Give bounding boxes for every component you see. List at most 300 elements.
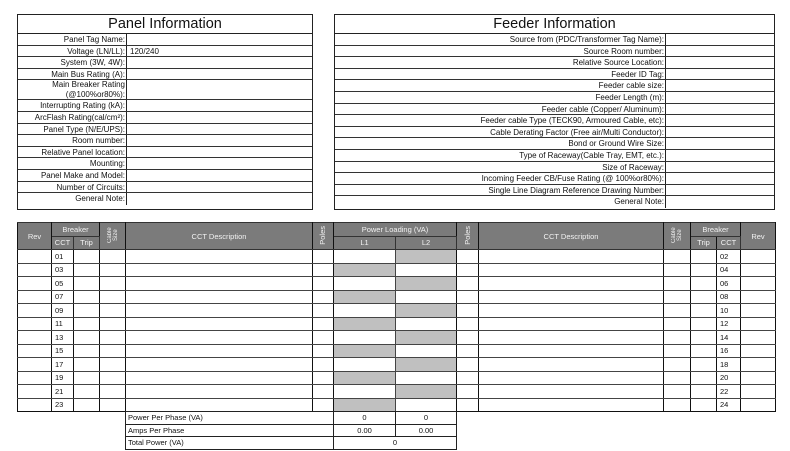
cct-left-cell: 23 bbox=[52, 398, 74, 412]
feeder-field-row bbox=[335, 173, 774, 185]
circuit-row bbox=[18, 263, 776, 277]
trip-right-cell[interactable] bbox=[691, 358, 717, 372]
cct-description-left-cell[interactable] bbox=[126, 398, 313, 412]
panel-field-label: Relative Panel location: bbox=[18, 147, 127, 158]
poles-right-cell[interactable] bbox=[457, 263, 479, 277]
rev-right-cell[interactable] bbox=[741, 331, 776, 345]
l2-load-cell[interactable] bbox=[396, 250, 457, 264]
circuit-schedule-table bbox=[17, 222, 776, 412]
rev-right-cell[interactable] bbox=[741, 277, 776, 291]
trip-left-cell[interactable] bbox=[74, 358, 100, 372]
cct-description-right-cell[interactable] bbox=[479, 277, 664, 291]
l1-load-cell[interactable] bbox=[334, 290, 396, 304]
cable-size-right-cell[interactable] bbox=[664, 304, 691, 318]
feeder-field-label: Incoming Feeder CB/Fuse Rating (@ 100%or80%): bbox=[335, 173, 666, 184]
rev-left-cell[interactable] bbox=[18, 371, 52, 385]
panel-field-value[interactable] bbox=[127, 124, 312, 135]
cable-size-left-cell[interactable] bbox=[100, 263, 126, 277]
header-cable-size-right: Cable Size bbox=[664, 223, 691, 250]
l1-load-cell[interactable] bbox=[334, 317, 396, 331]
panel-field-value[interactable]: 120/240 bbox=[130, 46, 159, 56]
panel-field-value[interactable] bbox=[127, 100, 312, 111]
feeder-field-label: Size of Raceway: bbox=[335, 162, 666, 173]
cable-size-left-cell[interactable] bbox=[100, 358, 126, 372]
feeder-field-row bbox=[335, 115, 774, 127]
cable-size-left-cell[interactable] bbox=[100, 385, 126, 399]
poles-right-cell[interactable] bbox=[457, 371, 479, 385]
l1-load-cell[interactable] bbox=[334, 344, 396, 358]
poles-left-cell[interactable] bbox=[313, 250, 334, 264]
header-breaker-left: Breaker bbox=[52, 223, 100, 237]
l2-load-cell[interactable] bbox=[396, 331, 457, 345]
rev-right-cell[interactable] bbox=[741, 398, 776, 412]
cct-description-left-cell[interactable] bbox=[126, 250, 313, 264]
circuit-row bbox=[18, 331, 776, 345]
panel-field-value[interactable] bbox=[127, 147, 312, 158]
panel-field-value[interactable] bbox=[127, 193, 312, 205]
cable-size-left-cell[interactable] bbox=[100, 290, 126, 304]
l2-load-cell[interactable] bbox=[396, 385, 457, 399]
panel-field-row bbox=[18, 57, 312, 69]
l1-load-cell[interactable] bbox=[334, 250, 396, 264]
cct-description-left-cell[interactable] bbox=[126, 385, 313, 399]
rev-left-cell[interactable] bbox=[18, 304, 52, 318]
rev-left-cell[interactable] bbox=[18, 398, 52, 412]
rev-right-cell[interactable] bbox=[741, 250, 776, 264]
rev-left-cell[interactable] bbox=[18, 277, 52, 291]
l1-load-cell[interactable] bbox=[334, 277, 396, 291]
poles-left-cell[interactable] bbox=[313, 277, 334, 291]
feeder-information-title: Feeder Information bbox=[335, 15, 774, 34]
rev-right-cell[interactable] bbox=[741, 385, 776, 399]
cct-right-cell: 20 bbox=[717, 371, 741, 385]
poles-left-cell[interactable] bbox=[313, 331, 334, 345]
trip-right-cell[interactable] bbox=[691, 250, 717, 264]
circuit-row bbox=[18, 358, 776, 372]
power-per-phase-l2: 0 bbox=[396, 412, 457, 425]
panel-field-row bbox=[18, 182, 312, 194]
cct-description-right-cell[interactable] bbox=[479, 371, 664, 385]
cct-left-cell: 13 bbox=[52, 331, 74, 345]
cable-size-right-cell[interactable] bbox=[664, 331, 691, 345]
feeder-field-row bbox=[335, 34, 774, 46]
poles-right-cell[interactable] bbox=[457, 358, 479, 372]
trip-right-cell[interactable] bbox=[691, 304, 717, 318]
cct-description-right-cell[interactable] bbox=[479, 398, 664, 412]
panel-field-value[interactable] bbox=[127, 182, 312, 193]
poles-left-cell[interactable] bbox=[313, 290, 334, 304]
panel-field-label: ArcFlash Rating(cal/cm²): bbox=[18, 112, 127, 123]
cct-description-right-cell[interactable] bbox=[479, 385, 664, 399]
trip-right-cell[interactable] bbox=[691, 317, 717, 331]
trip-left-cell[interactable] bbox=[74, 385, 100, 399]
cct-description-right-cell[interactable] bbox=[479, 317, 664, 331]
rev-right-cell[interactable] bbox=[741, 317, 776, 331]
feeder-field-row bbox=[335, 92, 774, 104]
l2-load-cell[interactable] bbox=[396, 358, 457, 372]
feeder-field-label: Feeder Length (m): bbox=[335, 92, 666, 103]
cct-description-left-cell[interactable] bbox=[126, 358, 313, 372]
rev-left-cell[interactable] bbox=[18, 331, 52, 345]
trip-right-cell[interactable] bbox=[691, 263, 717, 277]
panel-field-label bbox=[18, 80, 127, 99]
feeder-field-row bbox=[335, 196, 774, 208]
poles-right-cell[interactable] bbox=[457, 344, 479, 358]
header-poles-left: Poles bbox=[313, 223, 334, 250]
cable-size-right-cell[interactable] bbox=[664, 277, 691, 291]
header-breaker-right: Breaker bbox=[691, 223, 741, 237]
poles-left-cell[interactable] bbox=[313, 344, 334, 358]
cct-left-cell: 07 bbox=[52, 290, 74, 304]
cct-right-cell: 18 bbox=[717, 358, 741, 372]
panel-field-row bbox=[18, 135, 312, 147]
cct-description-left-cell[interactable] bbox=[126, 331, 313, 345]
panel-field-row bbox=[18, 80, 312, 100]
feeder-field-value[interactable] bbox=[666, 92, 774, 103]
poles-left-cell[interactable] bbox=[313, 371, 334, 385]
cable-size-left-cell[interactable] bbox=[100, 304, 126, 318]
rev-left-cell[interactable] bbox=[18, 385, 52, 399]
cct-description-right-cell[interactable] bbox=[479, 250, 664, 264]
cable-size-left-cell[interactable] bbox=[100, 344, 126, 358]
cct-left-cell: 03 bbox=[52, 263, 74, 277]
feeder-field-row bbox=[335, 150, 774, 162]
cct-left-cell: 09 bbox=[52, 304, 74, 318]
cct-description-left-cell[interactable] bbox=[126, 263, 313, 277]
header-poles-right: Poles bbox=[457, 223, 479, 250]
cct-left-cell: 05 bbox=[52, 277, 74, 291]
cct-right-cell: 08 bbox=[717, 290, 741, 304]
amps-per-phase-label: Amps Per Phase bbox=[126, 424, 334, 437]
feeder-field-value[interactable] bbox=[666, 57, 774, 68]
cct-description-right-cell[interactable] bbox=[479, 331, 664, 345]
trip-right-cell[interactable] bbox=[691, 385, 717, 399]
rev-right-cell[interactable] bbox=[741, 371, 776, 385]
feeder-field-row bbox=[335, 69, 774, 81]
header-cable-size-left: Cable Size bbox=[100, 223, 126, 250]
cable-size-right-cell[interactable] bbox=[664, 344, 691, 358]
trip-right-cell[interactable] bbox=[691, 398, 717, 412]
rev-right-cell[interactable] bbox=[741, 304, 776, 318]
trip-right-cell[interactable] bbox=[691, 371, 717, 385]
l1-load-cell[interactable] bbox=[334, 385, 396, 399]
panel-field-value[interactable] bbox=[127, 112, 312, 123]
feeder-field-row bbox=[335, 138, 774, 150]
feeder-field-label: Feeder cable size: bbox=[335, 80, 666, 91]
panel-field-row bbox=[18, 158, 312, 170]
amps-per-phase-l2: 0.00 bbox=[396, 424, 457, 437]
panel-field-row bbox=[18, 193, 312, 205]
feeder-field-value[interactable] bbox=[666, 46, 774, 57]
circuit-row bbox=[18, 398, 776, 412]
feeder-field-value[interactable] bbox=[666, 162, 774, 173]
amps-per-phase-l1: 0.00 bbox=[334, 424, 396, 437]
l2-load-cell[interactable] bbox=[396, 371, 457, 385]
trip-left-cell[interactable] bbox=[74, 290, 100, 304]
poles-right-cell[interactable] bbox=[457, 385, 479, 399]
cct-left-cell: 11 bbox=[52, 317, 74, 331]
panel-field-value[interactable] bbox=[127, 158, 312, 169]
feeder-field-label: Single Line Diagram Reference Drawing Number: bbox=[335, 185, 666, 196]
feeder-field-label: General Note: bbox=[335, 196, 666, 208]
feeder-field-row bbox=[335, 127, 774, 139]
feeder-field-row bbox=[335, 80, 774, 92]
panel-field-label: Panel Make and Model: bbox=[18, 170, 127, 181]
cct-right-cell: 24 bbox=[717, 398, 741, 412]
poles-right-cell[interactable] bbox=[457, 317, 479, 331]
panel-field-row bbox=[18, 170, 312, 182]
cct-description-left-cell[interactable] bbox=[126, 277, 313, 291]
cable-size-left-cell[interactable] bbox=[100, 398, 126, 412]
cct-right-cell: 04 bbox=[717, 263, 741, 277]
header-cct-description-left: CCT Description bbox=[126, 223, 313, 250]
poles-left-cell[interactable] bbox=[313, 358, 334, 372]
feeder-field-value[interactable] bbox=[666, 127, 774, 138]
feeder-field-label: Source Room number: bbox=[335, 46, 666, 57]
circuit-row bbox=[18, 385, 776, 399]
header-trip-right: Trip bbox=[691, 236, 717, 250]
trip-left-cell[interactable] bbox=[74, 344, 100, 358]
l1-load-cell[interactable] bbox=[334, 398, 396, 412]
header-trip-left: Trip bbox=[74, 236, 100, 250]
poles-right-cell[interactable] bbox=[457, 250, 479, 264]
cable-size-right-cell[interactable] bbox=[664, 317, 691, 331]
l1-load-cell[interactable] bbox=[334, 358, 396, 372]
feeder-field-value[interactable] bbox=[666, 173, 774, 184]
trip-left-cell[interactable] bbox=[74, 263, 100, 277]
cct-left-cell: 15 bbox=[52, 344, 74, 358]
total-power-label: Total Power (VA) bbox=[126, 437, 334, 450]
trip-right-cell[interactable] bbox=[691, 331, 717, 345]
cable-size-left-cell[interactable] bbox=[100, 250, 126, 264]
cable-size-right-cell[interactable] bbox=[664, 290, 691, 304]
poles-right-cell[interactable] bbox=[457, 398, 479, 412]
feeder-field-label: Relative Source Location: bbox=[335, 57, 666, 68]
feeder-information-section bbox=[334, 14, 775, 210]
cable-size-left-cell[interactable] bbox=[100, 371, 126, 385]
l1-load-cell[interactable] bbox=[334, 263, 396, 277]
cct-right-cell: 22 bbox=[717, 385, 741, 399]
feeder-field-value[interactable] bbox=[666, 34, 774, 45]
cct-left-cell: 21 bbox=[52, 385, 74, 399]
feeder-field-value[interactable] bbox=[666, 138, 774, 149]
l1-load-cell[interactable] bbox=[334, 331, 396, 345]
header-cct-left: CCT bbox=[52, 236, 74, 250]
rev-left-cell[interactable] bbox=[18, 317, 52, 331]
circuit-row bbox=[18, 344, 776, 358]
trip-right-cell[interactable] bbox=[691, 277, 717, 291]
cable-size-right-cell[interactable] bbox=[664, 263, 691, 277]
circuit-row bbox=[18, 304, 776, 318]
cct-left-cell: 17 bbox=[52, 358, 74, 372]
panel-field-value[interactable] bbox=[127, 170, 312, 181]
cct-left-cell: 01 bbox=[52, 250, 74, 264]
panel-field-row bbox=[18, 112, 312, 124]
feeder-field-value[interactable] bbox=[666, 196, 774, 208]
circuit-row bbox=[18, 317, 776, 331]
panel-field-label: Room number: bbox=[18, 135, 127, 146]
header-cct-right: CCT bbox=[717, 236, 741, 250]
rev-right-cell[interactable] bbox=[741, 358, 776, 372]
l2-load-cell[interactable] bbox=[396, 344, 457, 358]
total-power-value: 0 bbox=[334, 437, 457, 450]
l2-load-cell[interactable] bbox=[396, 263, 457, 277]
cable-size-right-cell[interactable] bbox=[664, 398, 691, 412]
header-power-loading: Power Loading (VA) bbox=[334, 223, 457, 237]
feeder-field-row bbox=[335, 46, 774, 58]
cct-right-cell: 12 bbox=[717, 317, 741, 331]
panel-field-label: General Note: bbox=[18, 193, 127, 205]
panel-field-row bbox=[18, 100, 312, 112]
l2-load-cell[interactable] bbox=[396, 290, 457, 304]
rev-right-cell[interactable] bbox=[741, 344, 776, 358]
cct-description-left-cell[interactable] bbox=[126, 371, 313, 385]
panel-field-label: Panel Tag Name: bbox=[18, 34, 127, 45]
rev-left-cell[interactable] bbox=[18, 250, 52, 264]
feeder-field-label: Source from (PDC/Transformer Tag Name): bbox=[335, 34, 666, 45]
power-per-phase-l1: 0 bbox=[334, 412, 396, 425]
field-label-line2: (@100%or80%): bbox=[65, 89, 125, 99]
cct-right-cell: 16 bbox=[717, 344, 741, 358]
feeder-field-label: Bond or Ground Wire Size: bbox=[335, 138, 666, 149]
poles-left-cell[interactable] bbox=[313, 304, 334, 318]
circuit-row bbox=[18, 250, 776, 264]
l2-load-cell[interactable] bbox=[396, 304, 457, 318]
cable-size-left-cell[interactable] bbox=[100, 331, 126, 345]
header-l2: L2 bbox=[396, 236, 457, 250]
cable-size-left-cell[interactable] bbox=[100, 277, 126, 291]
feeder-field-row bbox=[335, 185, 774, 197]
rev-right-cell[interactable] bbox=[741, 263, 776, 277]
poles-left-cell[interactable] bbox=[313, 398, 334, 412]
panel-field-label: Number of Circuits: bbox=[18, 182, 127, 193]
panel-field-row bbox=[18, 147, 312, 159]
trip-left-cell[interactable] bbox=[74, 250, 100, 264]
feeder-field-label: Feeder cable Type (TECK90, Armoured Cable, etc): bbox=[335, 115, 666, 126]
cct-right-cell: 02 bbox=[717, 250, 741, 264]
cct-description-left-cell[interactable] bbox=[126, 344, 313, 358]
circuit-row bbox=[18, 290, 776, 304]
poles-right-cell[interactable] bbox=[457, 331, 479, 345]
panel-field-label: Main Bus Rating (A): bbox=[18, 69, 127, 80]
power-summary-table bbox=[125, 411, 457, 450]
panel-field-value[interactable] bbox=[127, 57, 312, 68]
rev-left-cell[interactable] bbox=[18, 290, 52, 304]
poles-left-cell[interactable] bbox=[313, 317, 334, 331]
poles-right-cell[interactable] bbox=[457, 304, 479, 318]
panel-information-section bbox=[17, 14, 313, 210]
feeder-field-value[interactable] bbox=[666, 80, 774, 91]
panel-field-row bbox=[18, 124, 312, 136]
rev-left-cell[interactable] bbox=[18, 263, 52, 277]
feeder-field-label: Feeder ID Tag: bbox=[335, 69, 666, 80]
poles-right-cell[interactable] bbox=[457, 277, 479, 291]
panel-field-row bbox=[18, 46, 312, 58]
panel-information-title: Panel Information bbox=[18, 15, 312, 34]
cct-description-left-cell[interactable] bbox=[126, 304, 313, 318]
panel-field-label: System (3W, 4W): bbox=[18, 57, 127, 68]
header-l1: L1 bbox=[334, 236, 396, 250]
feeder-field-value[interactable] bbox=[666, 69, 774, 80]
trip-left-cell[interactable] bbox=[74, 331, 100, 345]
cable-size-right-cell[interactable] bbox=[664, 371, 691, 385]
feeder-field-row bbox=[335, 104, 774, 116]
cct-description-left-cell[interactable] bbox=[126, 290, 313, 304]
cct-description-right-cell[interactable] bbox=[479, 358, 664, 372]
power-per-phase-label: Power Per Phase (VA) bbox=[126, 412, 334, 425]
cct-right-cell: 10 bbox=[717, 304, 741, 318]
feeder-field-value[interactable] bbox=[666, 150, 774, 161]
rev-left-cell[interactable] bbox=[18, 344, 52, 358]
feeder-field-label: Type of Raceway(Cable Tray, EMT, etc.): bbox=[335, 150, 666, 161]
poles-right-cell[interactable] bbox=[457, 290, 479, 304]
panel-field-label: Panel Type (N/E/UPS): bbox=[18, 124, 127, 135]
feeder-field-label: Feeder cable (Copper/ Aluminum): bbox=[335, 104, 666, 115]
field-label-line1: Main Breaker Rating bbox=[52, 80, 125, 90]
cable-size-right-cell[interactable] bbox=[664, 385, 691, 399]
panel-field-label: Interrupting Rating (kA): bbox=[18, 100, 127, 111]
header-cct-description-right: CCT Description bbox=[479, 223, 664, 250]
l2-load-cell[interactable] bbox=[396, 398, 457, 412]
cct-description-right-cell[interactable] bbox=[479, 304, 664, 318]
cable-size-left-cell[interactable] bbox=[100, 317, 126, 331]
panel-field-label: Voltage (LN/LL): bbox=[18, 46, 127, 57]
rev-right-cell[interactable] bbox=[741, 290, 776, 304]
l2-load-cell[interactable] bbox=[396, 277, 457, 291]
cct-right-cell: 14 bbox=[717, 331, 741, 345]
cable-size-right-cell[interactable] bbox=[664, 250, 691, 264]
header-rev-left: Rev bbox=[18, 223, 52, 250]
trip-left-cell[interactable] bbox=[74, 371, 100, 385]
feeder-field-row bbox=[335, 162, 774, 174]
poles-left-cell[interactable] bbox=[313, 263, 334, 277]
cct-description-right-cell[interactable] bbox=[479, 344, 664, 358]
cable-size-right-cell[interactable] bbox=[664, 358, 691, 372]
l1-load-cell[interactable] bbox=[334, 304, 396, 318]
rev-left-cell[interactable] bbox=[18, 358, 52, 372]
panel-field-value[interactable] bbox=[127, 69, 312, 80]
feeder-field-row bbox=[335, 57, 774, 69]
panel-field-value[interactable] bbox=[127, 135, 312, 146]
cct-description-right-cell[interactable] bbox=[479, 263, 664, 277]
trip-right-cell[interactable] bbox=[691, 290, 717, 304]
cct-description-right-cell[interactable] bbox=[479, 290, 664, 304]
cct-description-left-cell[interactable] bbox=[126, 317, 313, 331]
panel-field-value[interactable] bbox=[127, 80, 312, 99]
feeder-field-value[interactable] bbox=[666, 115, 774, 126]
feeder-field-value[interactable] bbox=[666, 104, 774, 115]
l1-load-cell[interactable] bbox=[334, 371, 396, 385]
poles-left-cell[interactable] bbox=[313, 385, 334, 399]
header-rev-right: Rev bbox=[741, 223, 776, 250]
panel-field-value[interactable] bbox=[127, 34, 312, 45]
panel-field-label: Mounting: bbox=[18, 158, 127, 169]
circuit-row bbox=[18, 371, 776, 385]
cct-left-cell: 19 bbox=[52, 371, 74, 385]
trip-right-cell[interactable] bbox=[691, 344, 717, 358]
feeder-field-value[interactable] bbox=[666, 185, 774, 196]
trip-left-cell[interactable] bbox=[74, 317, 100, 331]
panel-field-row bbox=[18, 69, 312, 81]
cct-right-cell: 06 bbox=[717, 277, 741, 291]
panel-field-row bbox=[18, 34, 312, 46]
trip-left-cell[interactable] bbox=[74, 398, 100, 412]
trip-left-cell[interactable] bbox=[74, 277, 100, 291]
circuit-row bbox=[18, 277, 776, 291]
trip-left-cell[interactable] bbox=[74, 304, 100, 318]
l2-load-cell[interactable] bbox=[396, 317, 457, 331]
feeder-field-label: Cable Derating Factor (Free air/Multi Conductor): bbox=[335, 127, 666, 138]
